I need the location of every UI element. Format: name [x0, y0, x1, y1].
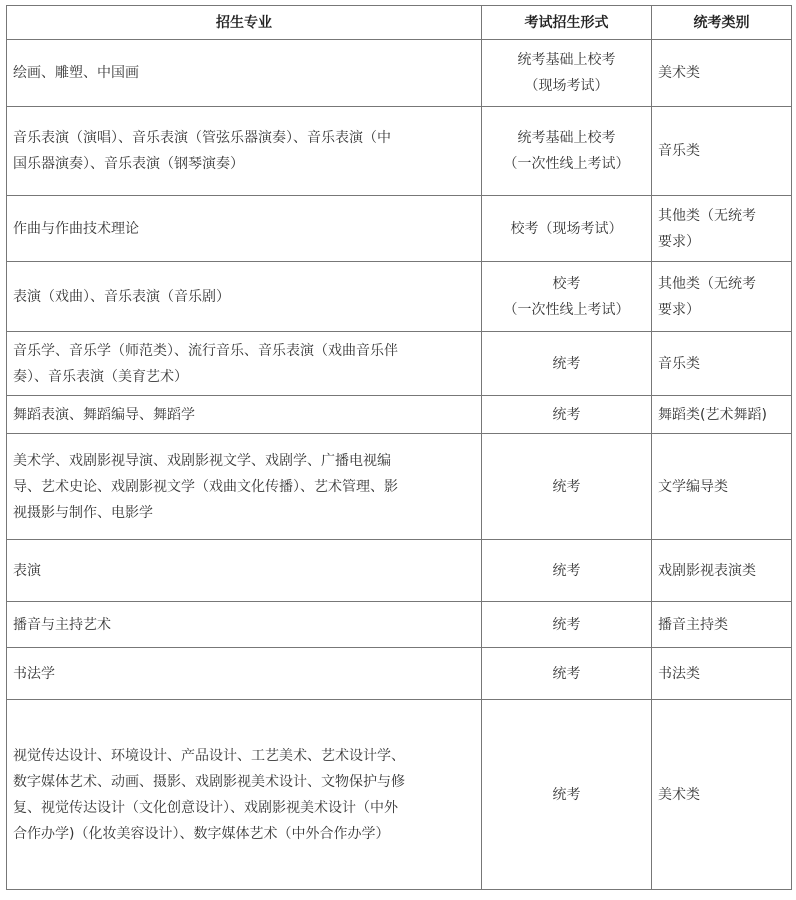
major-text: 国乐器演奏）、音乐表演（钢琴演奏） [13, 156, 244, 172]
category-cell [652, 602, 792, 648]
exam-form-text: 校考 [552, 275, 581, 292]
category-text: 戏剧影视表演类 [658, 562, 756, 579]
table-row [7, 648, 792, 700]
table-row [7, 434, 792, 540]
exam-form-text: 统考 [552, 616, 581, 633]
header-major: 招生专业 [7, 6, 482, 40]
major-cell [7, 434, 482, 540]
exam-form-cell [482, 434, 652, 540]
major-cell [7, 700, 482, 890]
category-text: 音乐类 [658, 143, 700, 159]
major-cell [7, 332, 482, 396]
header-category: 统考类别 [652, 6, 792, 40]
header-row [7, 6, 792, 40]
table-row [7, 196, 792, 262]
exam-form-text: 统考 [552, 478, 581, 495]
category-text: 文学编导类 [658, 478, 728, 495]
major-cell [7, 396, 482, 434]
category-cell [652, 396, 792, 434]
exam-form-text: 统考基础上校考 [517, 130, 616, 146]
major-text: 导、艺术史论、戏剧影视文学（戏曲文化传播）、艺术管理、影 [13, 478, 398, 495]
category-text: 要求） [658, 233, 700, 250]
major-text: 播音与主持艺术 [13, 616, 111, 633]
category-text: 要求） [658, 301, 700, 318]
category-cell [652, 262, 792, 332]
exam-form-text: 统考 [552, 562, 581, 579]
exam-form-cell [482, 648, 652, 700]
category-text: 其他类（无统考 [658, 275, 756, 292]
table-row [7, 540, 792, 602]
exam-form-text: 统考 [552, 786, 581, 803]
category-cell [652, 332, 792, 396]
major-text: 复、视觉传达设计（文化创意设计）、戏剧影视美术设计（中外 [13, 799, 398, 816]
table-row [7, 700, 792, 890]
category-cell [652, 107, 792, 196]
exam-form-cell [482, 196, 652, 262]
exam-form-cell [482, 602, 652, 648]
major-cell [7, 602, 482, 648]
major-cell [7, 40, 482, 107]
major-cell [7, 648, 482, 700]
major-cell [7, 540, 482, 602]
exam-form-text: 校考（现场考试） [510, 220, 623, 237]
exam-form-text: 统考基础上校考 [517, 52, 616, 68]
category-text: 美术类 [658, 65, 700, 81]
exam-form-cell [482, 396, 652, 434]
major-text: 作曲与作曲技术理论 [13, 220, 139, 237]
major-text: 奏）、音乐表演（美育艺术） [13, 368, 188, 385]
major-text: 视摄影与制作、电影学 [13, 504, 153, 521]
category-cell [652, 648, 792, 700]
admissions-table [6, 5, 792, 890]
major-cell [7, 107, 482, 196]
major-text: 数字媒体艺术、动画、摄影、戏剧影视美术设计、文物保护与修 [13, 773, 405, 790]
major-text: 表演 [13, 562, 41, 579]
exam-form-text: 统考 [552, 355, 581, 372]
header-exam-form: 考试招生形式 [482, 6, 652, 40]
exam-form-cell [482, 107, 652, 196]
category-cell [652, 434, 792, 540]
table-row [7, 40, 792, 107]
major-text: 书法学 [13, 665, 55, 682]
major-text: 音乐表演（演唱）、音乐表演（管弦乐器演奏）、音乐表演（中 [13, 130, 391, 146]
exam-form-text: （一次性线上考试） [503, 301, 630, 318]
table-row [7, 262, 792, 332]
table-row [7, 602, 792, 648]
exam-form-text: 统考 [552, 406, 581, 423]
exam-form-cell [482, 40, 652, 107]
major-text: 合作办学)（化妆美容设计）、数字媒体艺术（中外合作办学） [13, 825, 390, 842]
category-cell [652, 540, 792, 602]
major-cell [7, 262, 482, 332]
category-cell [652, 700, 792, 890]
exam-form-text: （一次性线上考试） [503, 156, 630, 172]
exam-form-text: 统考 [552, 665, 581, 682]
major-text: 视觉传达设计、环境设计、产品设计、工艺美术、艺术设计学、 [13, 747, 405, 764]
major-cell [7, 196, 482, 262]
category-text: 书法类 [658, 665, 700, 682]
major-text: 音乐学、音乐学（师范类）、流行音乐、音乐表演（戏曲音乐伴 [13, 342, 398, 359]
category-cell [652, 196, 792, 262]
category-text: 舞蹈类(艺术舞蹈) [658, 406, 767, 423]
category-text: 美术类 [658, 786, 700, 803]
category-cell [652, 40, 792, 107]
major-text: 表演（戏曲）、音乐表演（音乐剧） [13, 288, 230, 305]
exam-form-cell [482, 700, 652, 890]
category-text: 播音主持类 [658, 616, 728, 633]
category-text: 其他类（无统考 [658, 207, 756, 224]
exam-form-text: （现场考试） [524, 78, 609, 94]
major-text: 舞蹈表演、舞蹈编导、舞蹈学 [13, 406, 195, 423]
exam-form-cell [482, 540, 652, 602]
table-row [7, 396, 792, 434]
table-row [7, 332, 792, 396]
category-text: 音乐类 [658, 355, 700, 372]
major-text: 绘画、雕塑、中国画 [13, 65, 139, 81]
major-text: 美术学、戏剧影视导演、戏剧影视文学、戏剧学、广播电视编 [13, 452, 391, 469]
exam-form-cell [482, 332, 652, 396]
table-row [7, 107, 792, 196]
exam-form-cell [482, 262, 652, 332]
